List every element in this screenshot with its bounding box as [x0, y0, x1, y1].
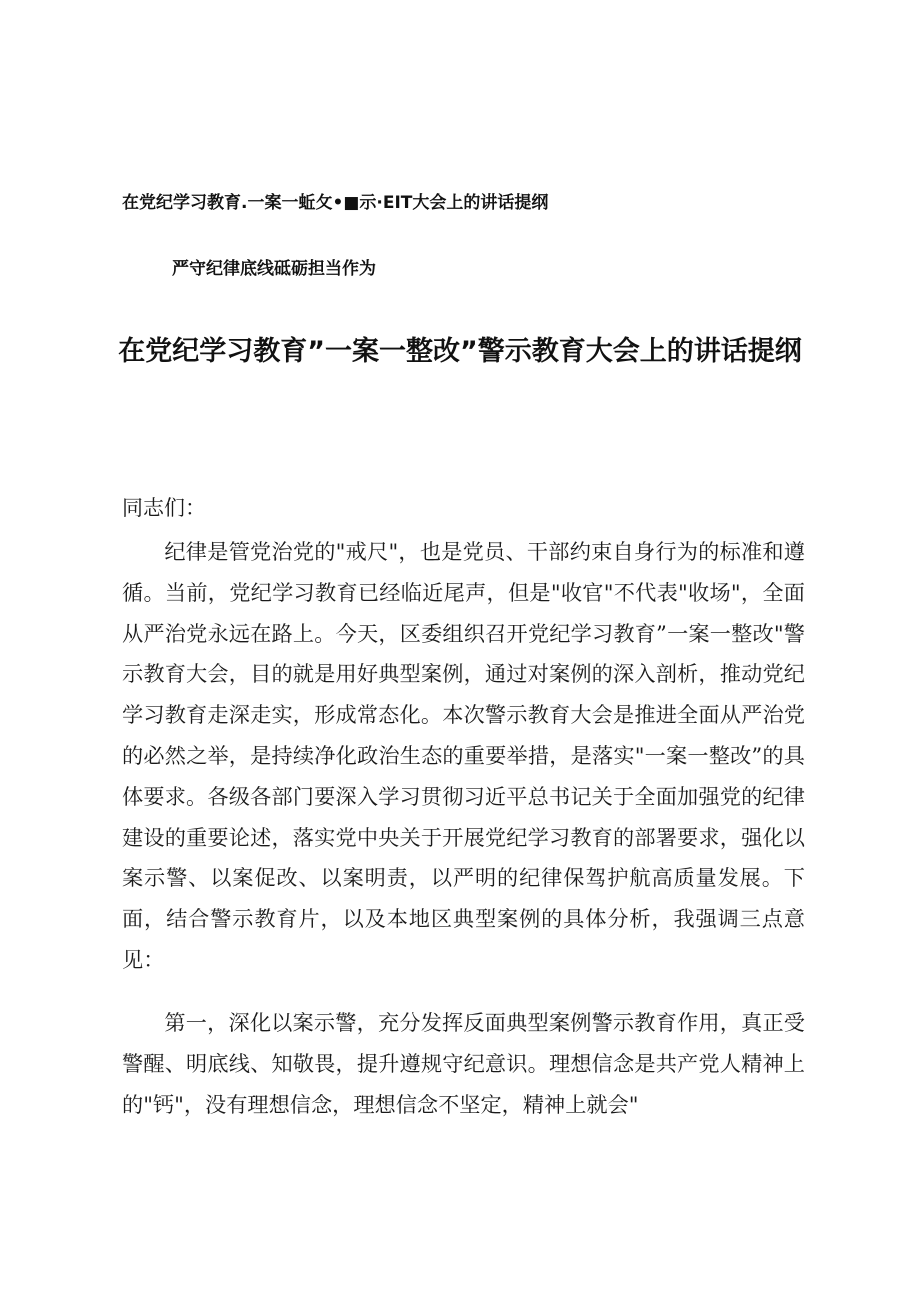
document-subtitle: 严守纪律底线砥砺担当作为 [172, 259, 376, 279]
body-paragraph: 纪律是管党治党的"戒尺"，也是党员、干部约束自身行为的标准和遵循。当前，党纪学习教育已经临近尾声，但是"收官"不代表"收场"，全面从严治党永远在路上。今天，区委组织召开党纪学习教育”一案一整改"警示教育大会，目的就是用好典型案例，通过对案例的深入剖析，推动党纪学习教育走深走实，形成常态化。本次警示教育大会是推进全面从严治党的必然之举，是持续净化政治生态的重要举措，是落实"一案一整改”的具体要求。各级各部门要深入学习贯彻习近平总书记关于全面加强党的纪律建设的重要论述，落实党中央关于开展党纪学习教育的部署要求，强化以案示警、以案促改、以案明责，以严明的纪律保驾护航高质量发展。下面，结合警示教育片，以及本地区典型案例的具体分析，我强调三点意见： [122, 539, 805, 972]
salutation: 同志们： [122, 496, 206, 520]
body-paragraph: 第一，深化以案示警，充分发挥反面典型案例警示教育作用，真正受警醒、明底线、知敬畏，提升遵规守纪意识。理想信念是共产党人精神上的"钙"，没有理想信念，理想信念不坚定，精神上就会" [122, 1010, 805, 1117]
document-title: 在党纪学习教育”一案一整改”警示教育大会上的讲话提纲 [118, 336, 802, 367]
document-header-line: 在党纪学习教育.一案一蚯攵•■示·EIT大会上的讲话提纲 [122, 193, 549, 213]
